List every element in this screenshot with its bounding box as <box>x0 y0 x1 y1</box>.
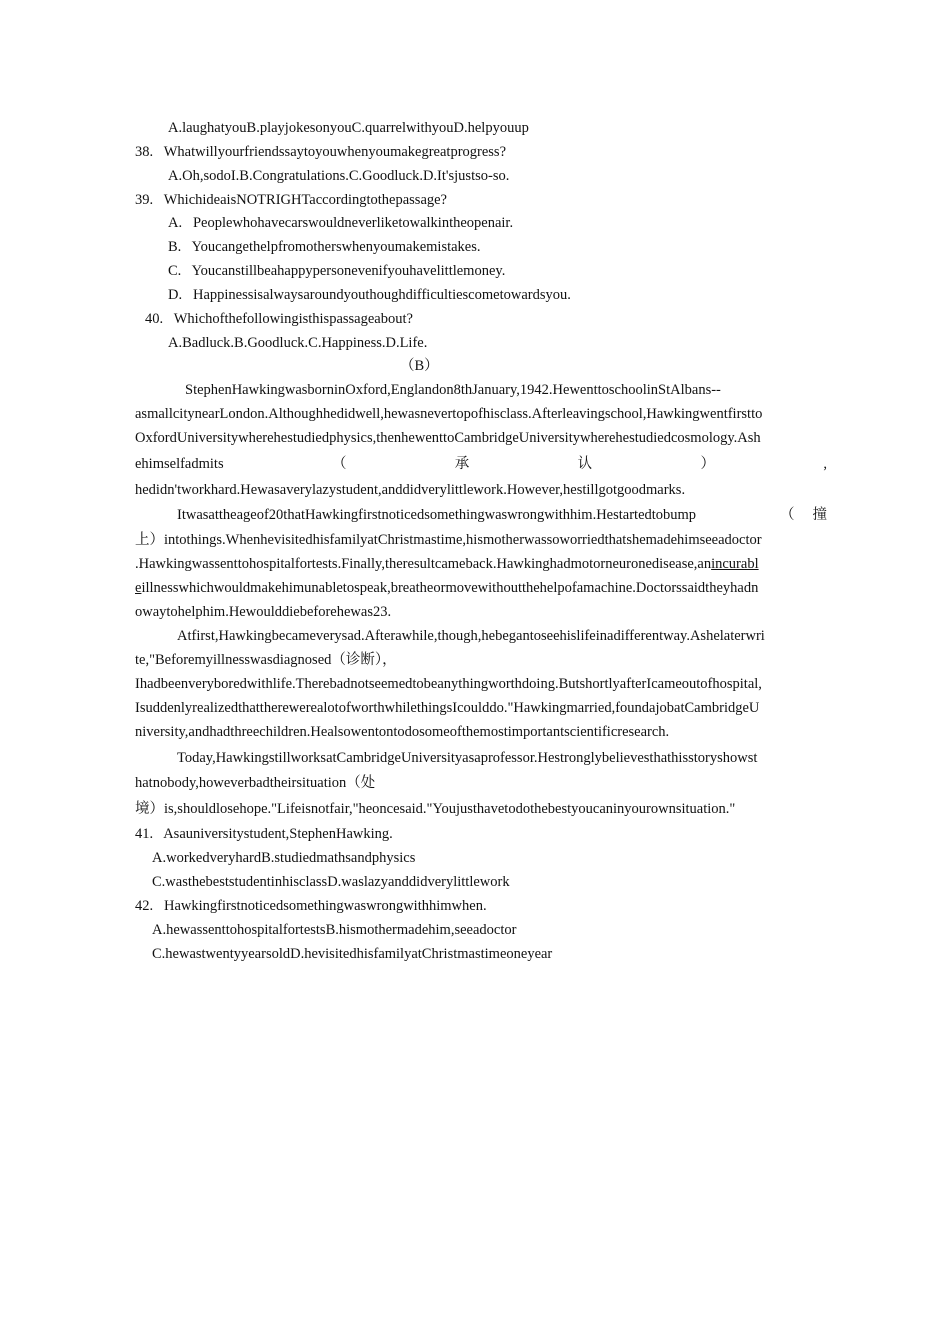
option-text: Peoplewhohavecarswouldneverliketowalkintheopenair. <box>192 215 514 231</box>
question-text: Whichofthefollowingisthispassageabout? <box>173 311 413 327</box>
option-letter: D. <box>168 287 183 303</box>
option-letter: C. <box>168 263 182 279</box>
q39-option-a <box>168 213 513 233</box>
question-40 <box>145 309 413 329</box>
question-39 <box>135 190 447 210</box>
text-line: StephenHawkingwasborninOxford,Englandon8thJanuary,1942.HewenttoschoolinStAlbans-- <box>185 382 721 398</box>
text-line: niversity,andhadthreechildren.Healsowentontodosomeofthemostimportantscientificresearch. <box>135 724 670 740</box>
underlined-word: incurabl <box>711 556 759 572</box>
text-fragment: 撞 <box>812 507 827 523</box>
text-line: Today,HawkingstillworksatCambridgeUniversityasaprofessor.Hestronglybelievesthathisstoryshowst <box>177 750 758 766</box>
text-line <box>135 450 827 478</box>
text-line: IsuddenlyrealizedthattherewerealotofworthwhilethingsIcoulddo."Hawkingmarried,foundajobatCambridgeU <box>135 700 760 716</box>
q41-options-1: A.workedveryhardB.studiedmathsandphysics <box>152 850 416 866</box>
question-41 <box>135 824 393 844</box>
passage-paragraph-2 <box>135 502 827 624</box>
passage-paragraph-4 <box>135 746 827 822</box>
text-fragment: （ <box>780 507 795 523</box>
text-line: owaytohelphim.Hewoulddiebeforehewas23. <box>135 604 392 620</box>
text-fragment: Itwasattheageof20thatHawkingfirstnoticedsomethingwaswrongwithhim.Hestartedtobump <box>177 507 697 523</box>
text-line: 上）intothings.WhenhevisitedhisfamilyatChristmastime,hismotherwassoworriedthatshemadehimseeadoctor <box>135 532 762 548</box>
passage-paragraph-1 <box>135 378 827 502</box>
text-fragment: ） <box>700 456 715 472</box>
text-line: OxfordUniversitywherehestudiedphysics,thenhewenttoCambridgeUniversitywherehestudiedcosmology.Ash <box>135 430 761 446</box>
text-fragment: .Hawkingwassenttohospitalfortests.Finally,theresultcameback.Hawkinghadmotorneuronedisease,an <box>135 556 712 572</box>
question-number: 39. <box>135 192 154 208</box>
text-fragment: 认 <box>577 456 593 472</box>
text-line: te,"Beforemyillnesswasdiagnosed（诊断）， <box>135 652 397 668</box>
option-text: Youcanstillbeahappypersonevenifyouhavelittlemoney. <box>191 263 506 279</box>
q39-option-d <box>168 285 571 305</box>
question-number: 41. <box>135 826 154 842</box>
text-line: Ihadbeenveryboredwithlife.Therebadnotseemedtobeanythingworthdoing.ButshortlyafterIcameoutofhospital, <box>135 676 762 692</box>
q37-options: A.laughatyouB.playjokesonyouC.quarrelwithyouD.helpyouup <box>168 120 529 136</box>
text-fragment: ehimselfadmits <box>135 456 224 472</box>
text-line: Atfirst,Hawkingbecameverysad.Afterawhile,though,hebegantoseehislifeinadifferentway.Ashelaterwri <box>177 628 765 644</box>
text-line <box>135 502 827 528</box>
option-text: Youcangethelpfromotherswhenyoumakemistakes. <box>191 239 481 255</box>
text-fragment: , <box>823 456 827 472</box>
q42-options-1: A.hewassenttohospitalfortestsB.hismothermadehim,seeadoctor <box>152 922 517 938</box>
text-fragment: （ <box>331 456 347 472</box>
q40-options: A.Badluck.B.Goodluck.C.Happiness.D.Life. <box>168 335 428 351</box>
text-line: hedidn'tworkhard.Hewasaverylazystudent,anddidverylittlework.However,hestillgotgoodmarks. <box>135 482 686 498</box>
q39-option-c <box>168 261 505 281</box>
q41-options-2: C.wasthebeststudentinhisclassD.waslazyanddidverylittlework <box>152 874 510 890</box>
text-fragment: 承 <box>454 456 470 472</box>
question-42 <box>135 896 487 916</box>
underlined-word: e <box>135 580 142 596</box>
question-text: Whatwillyourfriendssaytoyouwhenyoumakegreatprogress? <box>163 144 507 160</box>
section-b-heading: （B） <box>400 358 439 374</box>
question-number: 40. <box>145 311 164 327</box>
q39-option-b <box>168 237 481 257</box>
option-letter: B. <box>168 239 182 255</box>
text-line: 境）is,shouldlosehope."Lifeisnotfair,"heoncesaid."Youjusthavetodothebestyoucaninyourownsituation." <box>135 801 736 817</box>
text-line <box>135 576 827 600</box>
text-line <box>135 552 827 576</box>
option-letter: A. <box>168 215 183 231</box>
question-number: 42. <box>135 898 154 914</box>
text-line: hatnobody,howeverbadtheirsituation（处 <box>135 775 376 791</box>
q38-options: A.Oh,sodoI.B.Congratulations.C.Goodluck.D.It'sjustso-so. <box>168 168 510 184</box>
question-text: Hawkingfirstnoticedsomethingwaswrongwithhimwhen. <box>164 898 487 914</box>
passage-paragraph-3 <box>135 624 827 744</box>
question-38 <box>135 142 506 162</box>
question-text: WhichideaisNOTRIGHTaccordingtothepassage? <box>163 192 447 208</box>
option-text: Happinessisalwaysaroundyouthoughdifficultiescometowardsyou. <box>192 287 571 303</box>
text-line: asmallcitynearLondon.Althoughhedidwell,hewasnevertopofhisclass.Afterleavingschool,Hawkingwentfirstto <box>135 406 763 422</box>
q42-options-2: C.hewastwentyyearsoldD.hevisitedhisfamilyatChristmastimeoneyear <box>152 946 553 962</box>
question-text: Asauniversitystudent,StephenHawking. <box>163 826 393 842</box>
text-fragment: illnesswhichwouldmakehimunabletospeak,breatheormovewithoutthehelpofamachine.Doctorssaidtheyhadn <box>141 580 759 596</box>
question-number: 38. <box>135 144 154 160</box>
